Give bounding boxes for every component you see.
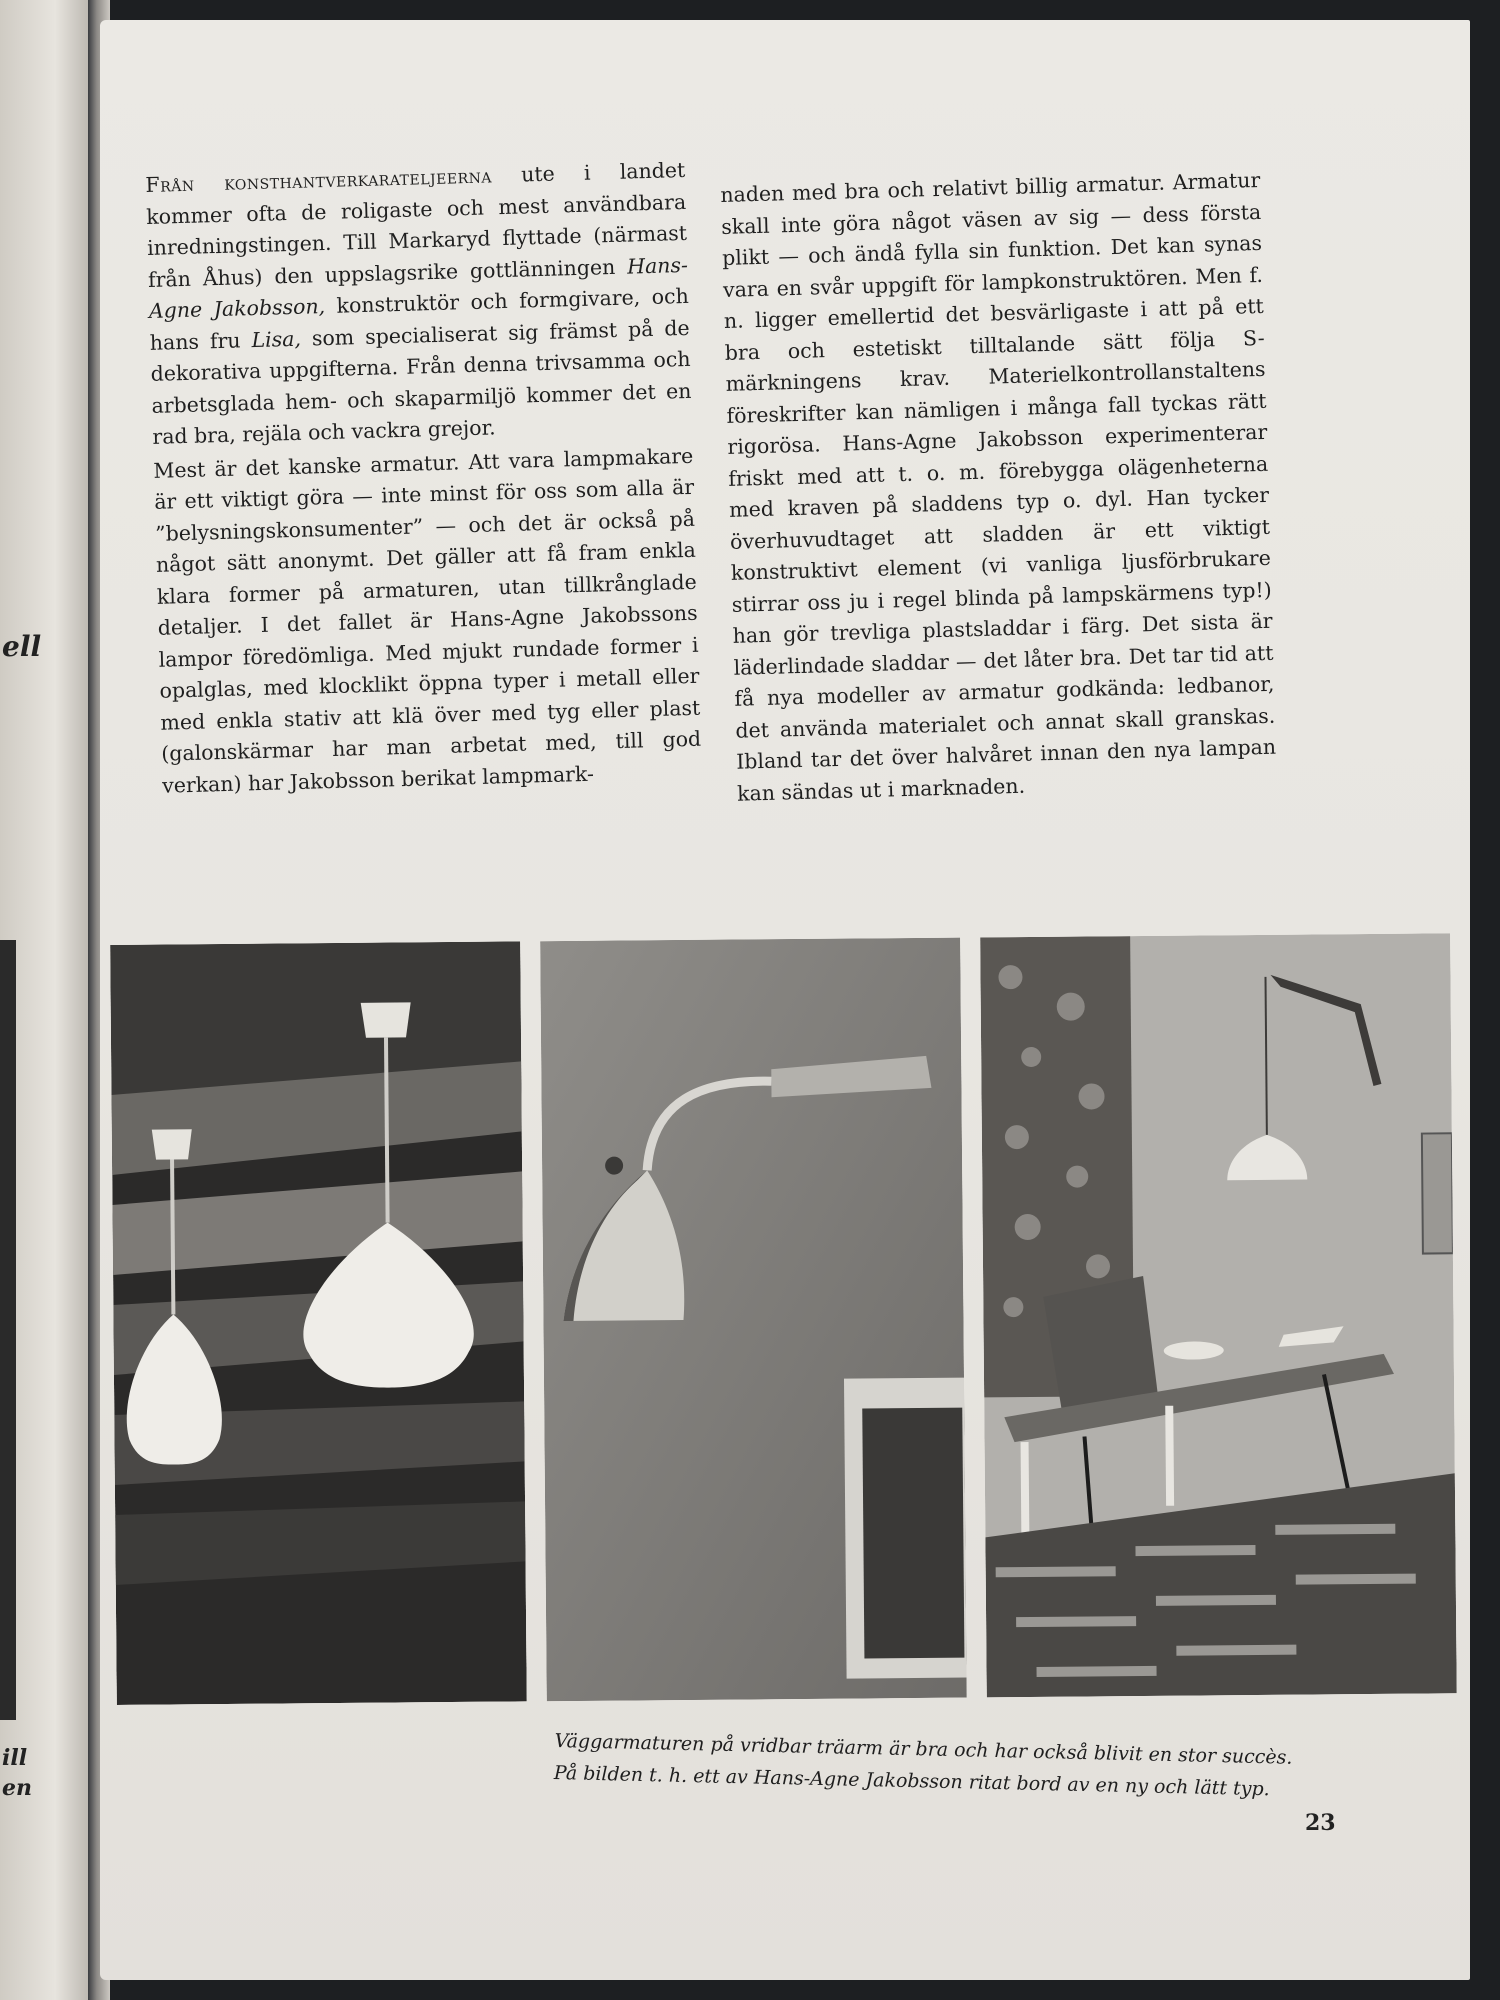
photo-caption	[554, 1725, 1425, 1809]
left-page-text-fragment: ill	[2, 1745, 28, 1771]
page-number: 23	[1305, 1810, 1336, 1836]
article-paragraph: naden med bra och relativt billig armatur. Armatur skall inte göra något väsen av sig — dess första plikt — och ändå fylla sin funktion. Det kan synas vara en svår uppgift för lampkonstruktören. Men f. n. ligger emellertid det besvärligaste i att på ett bra och estetiskt tilltalande sätt följa S-märkningens krav. Materielkontrollanstaltens föreskrifter kan nämligen i många fall tyckas rätt rigorösa. Hans-Agne Jakobsson experimenterar friskt med att t. o. m. förebygga olägenheterna med kraven på sladdens typ o. dyl. Han tycker överhuvudtaget att sladden är ett viktigt konstruktivt element (vi vanliga ljusförbrukare stirrar oss ju i regel blinda på lampskärmens typ!) han gör trevliga plastsladdar i färg. Det sista är läderlindade sladdar — det låter bra. Det tar tid att få nya modeller av armatur godkända: ledbanor, det använda materialet och annat skall granskas. Ibland tar det över halvåret innan den nya lampan kan sändas ut i marknaden.	[720, 167, 1277, 806]
previous-page-edge	[0, 0, 92, 2000]
article-paragraph: Mest är det kanske armatur. Att vara lampmakare är ett viktigt göra — inte minst för oss som alla är ”belysningskonsumenter” — och det är också på något sätt anonymt. Det gäller att få fram enkla klara former på armaturen, utan tillkrånglade detaljer. I det fallet är Hans-Agne Jakobssons lampor föredömliga. Med mjukt rundade former i opalglas, med klocklikt öppna typer i metall eller med enkla stativ att klä över med tyg eller plast (galonskärmar har man arbetat med, till god verkan) har Jakobsson berikat lampmark-	[153, 443, 702, 798]
caption-line: På bilden t. h. ett av Hans-Agne Jakobsson ritat bord av en ny och lätt typ.	[553, 1761, 1270, 1801]
photo-wall-lamp	[540, 938, 967, 1702]
photo-strip	[110, 913, 1457, 1705]
photo-pendant-lamps	[110, 941, 527, 1705]
article-left-column	[145, 155, 702, 802]
lead-in-smallcaps: Från konsthantverkarateljeerna	[145, 163, 493, 197]
left-page-photo-edge	[0, 940, 16, 1720]
caption-line: Väggarmaturen på vridbar träarm är bra och har också blivit en stor succès.	[554, 1729, 1293, 1769]
article-paragraph: Från konsthantverkarateljeerna ute i landet kommer ofta de roligaste och mest användbara inredningstingen. Till Markaryd flyttade (närmast från Åhus) den uppslagsrike gottlänningen Hans-Agne Jakobsson, konstruktör och formgivare, och hans fru Lisa, som specialiserat sig främst på de dekorativa uppgifterna. Från denna trivsamma och arbetsglada hem- och skaparmiljö kommer det en rad bra, rejäla och vackra grejor.	[145, 157, 692, 449]
magazine-page	[100, 20, 1470, 1980]
article-right-column	[720, 165, 1277, 810]
left-page-text-fragment: en	[2, 1775, 32, 1801]
left-page-text-fragment: ell	[2, 630, 42, 663]
photo-room-with-table	[980, 933, 1457, 1697]
